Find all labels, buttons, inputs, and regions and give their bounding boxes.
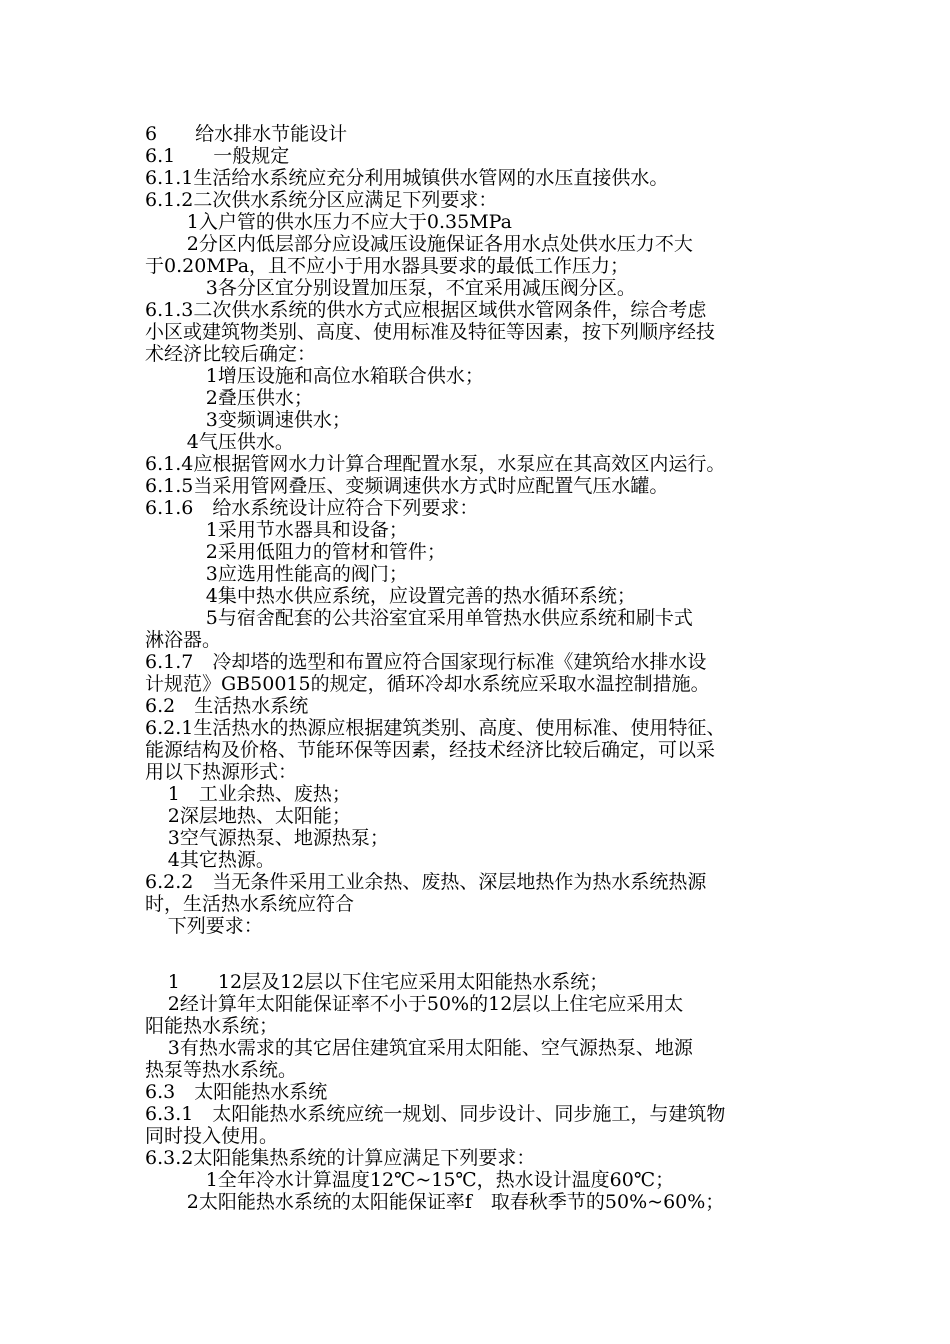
text-line: 6.1.7 冷却塔的选型和布置应符合国家现行标准《建筑给水排水设 — [145, 651, 707, 673]
text-line: 6.2.2 当无条件采用工业余热、废热、深层地热作为热水系统热源 — [145, 871, 707, 893]
text-line: 1采用节水器具和设备； — [145, 519, 408, 541]
text-line: 6.1.4应根据管网水力计算合理配置水泵，水泵应在其高效区内运行。 — [145, 453, 726, 475]
text-line: 4气压供水。 — [145, 431, 294, 453]
text-line: 2叠压供水； — [145, 387, 313, 409]
text-line: 淋浴器。 — [145, 629, 222, 651]
text-line: 2深层地热、太阳能； — [145, 805, 351, 827]
text-line: 同时投入使用。 — [145, 1125, 279, 1147]
text-line: 3各分区宜分别设置加压泵，不宜采用减压阀分区。 — [145, 277, 636, 299]
text-line: 3有热水需求的其它居住建筑宜采用太阳能、空气源热泵、地源 — [145, 1037, 693, 1059]
text-line: 6.1.6 给水系统设计应符合下列要求： — [145, 497, 479, 519]
text-line: 用以下热源形式： — [145, 761, 298, 783]
text-line: 热泵等热水系统。 — [145, 1059, 298, 1081]
text-line: 4其它热源。 — [145, 849, 275, 871]
subsection-heading: 6.3 太阳能热水系统 — [145, 1081, 328, 1103]
text-line: 2经计算年太阳能保证率不小于50%的12层以上住宅应采用太 — [145, 993, 684, 1015]
text-line: 6.2.1生活热水的热源应根据建筑类别、高度、使用标准、使用特征、 — [145, 717, 726, 739]
text-line: 3变频调速供水； — [145, 409, 351, 431]
text-line: 能源结构及价格、节能环保等因素，经技术经济比较后确定，可以采 — [145, 739, 716, 761]
text-line: 3应选用性能高的阀门； — [145, 563, 408, 585]
text-line: 1增压设施和高位水箱联合供水； — [145, 365, 484, 387]
text-line: 下列要求： — [145, 915, 263, 937]
text-line: 于0.20MPa，且不应小于用水器具要求的最低工作压力； — [145, 255, 630, 277]
section-heading: 6 给水排水节能设计 — [145, 123, 348, 145]
text-line: 1 12层及12层以下住宅应采用太阳能热水系统； — [145, 971, 609, 993]
text-line: 1全年冷水计算温度12℃~15℃，热水设计温度60℃； — [145, 1169, 675, 1191]
text-line: 术经济比较后确定： — [145, 343, 317, 365]
text-line: 4集中热水供应系统，应设置完善的热水循环系统； — [145, 585, 636, 607]
subsection-heading: 6.1 一般规定 — [145, 145, 290, 167]
text-line: 6.1.1生活给水系统应充分利用城镇供水管网的水压直接供水。 — [145, 167, 669, 189]
text-line: 3空气源热泵、地源热泵； — [145, 827, 389, 849]
text-line: 1入户管的供水压力不应大于0.35MPa — [145, 211, 512, 233]
text-line: 6.1.2二次供水系统分区应满足下列要求： — [145, 189, 498, 211]
text-line: 阳能热水系统； — [145, 1015, 279, 1037]
text-line: 2太阳能热水系统的太阳能保证率f 取春秋季节的50%~60%； — [145, 1191, 725, 1213]
text-line: 6.3.2太阳能集热系统的计算应满足下列要求： — [145, 1147, 536, 1169]
subsection-heading: 6.2 生活热水系统 — [145, 695, 309, 717]
text-line: 6.3.1 太阳能热水系统应统一规划、同步设计、同步施工，与建筑物 — [145, 1103, 726, 1125]
text-line: 时，生活热水系统应符合 — [145, 893, 355, 915]
text-line: 2采用低阻力的管材和管件； — [145, 541, 446, 563]
text-line: 1 工业余热、废热； — [145, 783, 351, 805]
text-line: 小区或建筑物类别、高度、使用标准及特征等因素，按下列顺序经技 — [145, 321, 716, 343]
text-line: 6.1.3二次供水系统的供水方式应根据区域供水管网条件，综合考虑 — [145, 299, 707, 321]
text-line: 5与宿舍配套的公共浴室宜采用单管热水供应系统和刷卡式 — [145, 607, 693, 629]
text-line: 6.1.5当采用管网叠压、变频调速供水方式时应配置气压水罐。 — [145, 475, 669, 497]
text-line: 2分区内低层部分应设减压设施保证各用水点处供水压力不大 — [145, 233, 693, 255]
text-line: 计规范》GB50015的规定，循环冷却水系统应采取水温控制措施。 — [145, 673, 710, 695]
